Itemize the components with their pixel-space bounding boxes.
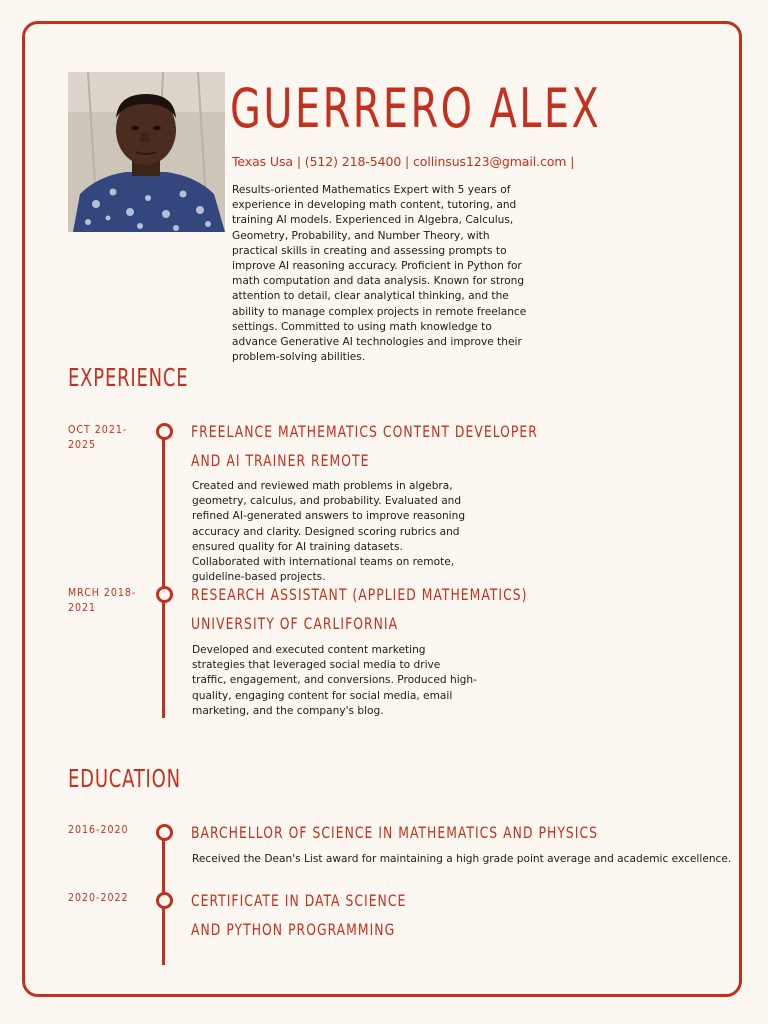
contact-info: Texas Usa | (512) 218-5400 | collinsus123@gmail.com | — [232, 154, 575, 169]
timeline-node-icon — [156, 586, 173, 603]
experience-description: Developed and executed content marketing strategies that leveraged social media to drive traffic, engagement, and conversions. Produced high-quality, engaging content for social media, email marketing, and the company's blog. — [192, 644, 477, 717]
education-description: Received the Dean's List award for maintaining a high grade point average and academic excellence. — [192, 853, 732, 865]
education-title: BARCHELLOR OF SCIENCE IN MATHEMATICS AND PHYSICS — [191, 823, 599, 842]
experience-description: Created and reviewed math problems in algebra, geometry, calculus, and probability. Evaluated and refined AI-generated answers to improve reasoning accuracy and clarity. Designed scoring rubrics and ensured quality for AI training datasets. Collaborated with international teams on remote, guideline-based projects. — [192, 480, 466, 584]
timeline-node-icon — [156, 892, 173, 909]
timeline-node-icon — [156, 423, 173, 440]
experience-heading: EXPERIENCE — [68, 363, 189, 392]
education-date: 2016-2020 — [68, 824, 129, 836]
education-heading: EDUCATION — [68, 764, 181, 793]
experience-timeline-line — [162, 432, 165, 718]
experience-date: MRCH 2018-2021 — [68, 587, 137, 614]
experience-date: OCT 2021-2025 — [68, 424, 128, 451]
experience-title: FREELANCE MATHEMATICS CONTENT DEVELOPER AND AI TRAINER REMOTE — [191, 422, 538, 470]
experience-title: RESEARCH ASSISTANT (APPLIED MATHEMATICS) UNIVERSITY OF CARLIFORNIA — [191, 585, 528, 633]
profile-photo — [68, 72, 225, 232]
profile-summary: Results-oriented Mathematics Expert with 5 years of experience in developing math content, tutoring, and training AI models. Experienced in Algebra, Calculus, Geometry, Probability, and Number Theory, with practical skills in creating and assessing prompts to improve AI reasoning accuracy. Proficient in Python for math computation and data analysis. Known for strong attention to detail, clear analytical thinking, and the ability to manage complex projects in remote freelance settings. Committed to using math knowledge to advance Generative AI technologies and improve their problem-solving abilities. — [232, 184, 527, 364]
candidate-name: GUERRERO ALEX — [230, 77, 602, 140]
education-date: 2020-2022 — [68, 892, 129, 904]
timeline-node-icon — [156, 824, 173, 841]
education-title: CERTIFICATE IN DATA SCIENCE AND PYTHON PROGRAMMING — [191, 891, 407, 939]
